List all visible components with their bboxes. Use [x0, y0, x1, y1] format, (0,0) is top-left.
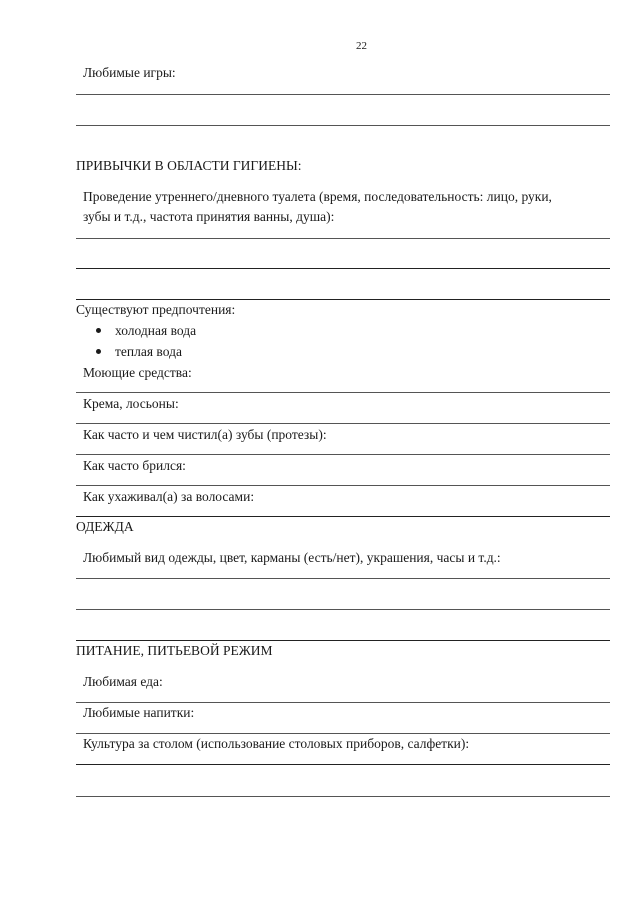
- answer-line[interactable]: [76, 238, 610, 239]
- preference-item: теплая вода: [115, 344, 182, 359]
- routine-label-line2: зубы и т.д., частота принятия ванны, душа):: [83, 209, 335, 224]
- food-label: Любимая еда:: [83, 674, 163, 689]
- answer-line[interactable]: [76, 485, 610, 486]
- preferences-label: Существуют предпочтения:: [76, 302, 236, 317]
- bullet-icon: [96, 349, 101, 354]
- clothing-heading: ОДЕЖДА: [76, 519, 134, 534]
- answer-line[interactable]: [76, 454, 610, 455]
- answer-line[interactable]: [76, 125, 610, 126]
- answer-line[interactable]: [76, 516, 610, 517]
- answer-line[interactable]: [76, 423, 610, 424]
- shaving-label: Как часто брился:: [83, 458, 186, 473]
- answer-line[interactable]: [76, 702, 610, 703]
- answer-line[interactable]: [76, 764, 610, 765]
- answer-line[interactable]: [76, 299, 610, 300]
- creams-label: Крема, лосьоны:: [83, 396, 179, 411]
- bullet-icon: [96, 328, 101, 333]
- answer-line[interactable]: [76, 578, 610, 579]
- favorite-games-label: Любимые игры:: [83, 65, 176, 80]
- answer-line[interactable]: [76, 796, 610, 797]
- answer-line[interactable]: [76, 268, 610, 269]
- answer-line[interactable]: [76, 609, 610, 610]
- clothing-label: Любимый вид одежды, цвет, карманы (есть/нет), украшения, часы и т.д.:: [83, 550, 501, 565]
- nutrition-heading: ПИТАНИЕ, ПИТЬЕВОЙ РЕЖИМ: [76, 643, 273, 658]
- drinks-label: Любимые напитки:: [83, 705, 195, 720]
- preference-item: холодная вода: [115, 323, 197, 338]
- page-number: 22: [356, 40, 367, 52]
- teeth-label: Как часто и чем чистил(а) зубы (протезы):: [83, 427, 327, 442]
- table-culture-label: Культура за столом (использование столовых приборов, салфетки):: [83, 736, 470, 751]
- hair-label: Как ухаживал(а) за волосами:: [83, 489, 255, 504]
- answer-line[interactable]: [76, 733, 610, 734]
- hygiene-heading: ПРИВЫЧКИ В ОБЛАСТИ ГИГИЕНЫ:: [76, 158, 302, 173]
- detergents-label: Моющие средства:: [83, 365, 192, 380]
- routine-label-line1: Проведение утреннего/дневного туалета (время, последовательность: лицо, руки,: [83, 189, 552, 204]
- answer-line[interactable]: [76, 392, 610, 393]
- answer-line[interactable]: [76, 640, 610, 641]
- answer-line[interactable]: [76, 94, 610, 95]
